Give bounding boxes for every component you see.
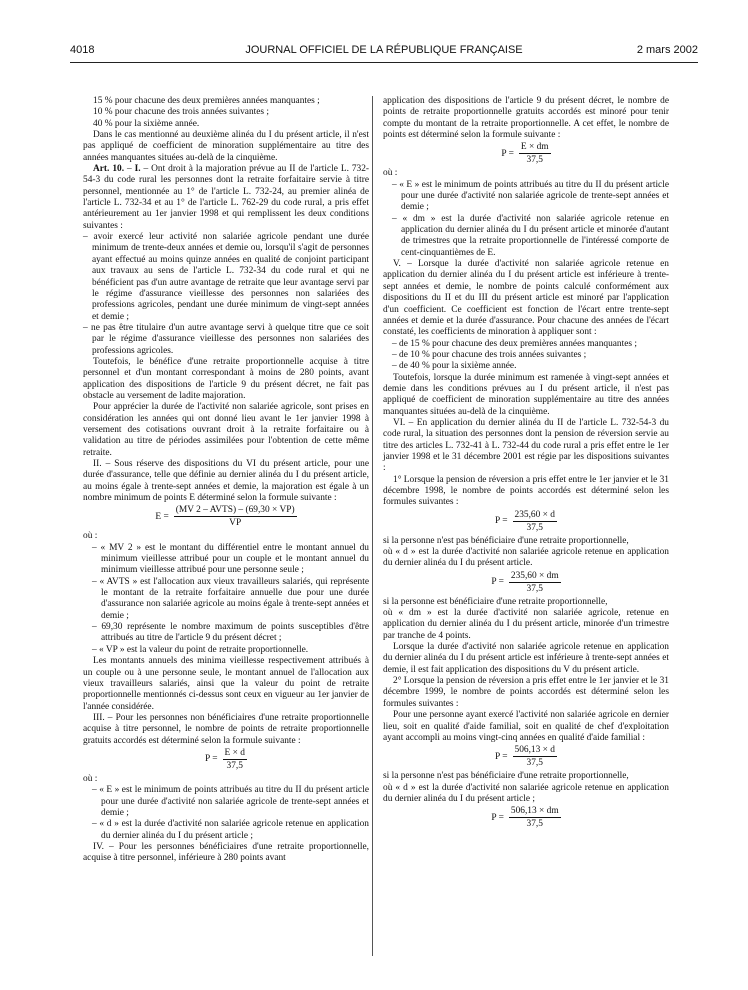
right-column: [383, 96, 669, 832]
paragraph: IV. – Pour les personnes bénéficiaires d'une retraite proportionnelle, acquise à titre personnel, inférieure à 280 points avant: [83, 841, 369, 864]
list-item: – de 10 % pour chacune des trois années suivantes ;: [392, 349, 587, 360]
paragraph: où « d » est la durée d'activité non salariée agricole retenue en application du dernier alinéa du I du présent article ;: [383, 782, 669, 804]
paragraph: si la personne est bénéficiaire d'une retraite proportionnelle,: [383, 596, 608, 607]
list-item: – de 40 % pour la sixième année.: [392, 361, 517, 372]
page-number: 4018: [70, 44, 95, 56]
formula-lhs: P =: [205, 754, 218, 765]
list-item: – « E » est le minimum de points attribués au titre du II du présent article pour une durée d'activité non salariée agricole de trente-sept années et demie ;: [92, 785, 369, 818]
paragraph: Dans le cas mentionné au deuxième alinéa du I du présent article, il n'est pas appliqué de coefficient de minoration supplémentaire au titre des années manquantes situées au-delà de la cinquième.: [83, 130, 369, 163]
paragraph: si la personne n'est pas bénéficiaire d'une retraite proportionnelle,: [383, 771, 629, 782]
article-paragraph: Art. 10. – I. – Ont droit à la majoration prévue au II de l'article L. 732-54-3 du code rural les personnes dont la retraite forfaitaire servie à titre personnel, mentionnée au 1° de l'article L. 732-24, au premier alinéa de l'article L. 732-34 et au 1° de l'article L. 762-29 du code rural, a pris effet antérieurement au 1er janvier 1998 et qui remplissent les deux conditions suivantes :: [83, 164, 370, 231]
paragraph: Pour apprécier la durée de l'activité non salariée agricole, sont prises en considération les années qui ont donné lieu avant le 1er janvier 1998 à versement des cotisations ouvrant droit à la retraite forfaitaire ou à validation au titre de périodes assimilées pour l'obtention de cette même retraite.: [83, 402, 369, 458]
paragraph: Lorsque la durée d'activité non salariée agricole retenue en application du dernier alinéa du I du présent article est inférieure à trente-sept années et demie, il est fait application des dispositions du V du présent article.: [383, 642, 669, 675]
paragraph: où « dm » est la durée d'activité non salariée agricole, retenue en application du dernier alinéa du I du présent article, minorée d'un trimestre par tranche de 4 points.: [383, 608, 669, 641]
section-number: I.: [134, 164, 141, 175]
denominator: 37,5: [226, 760, 243, 771]
paragraph: où :: [383, 168, 398, 179]
formula-lhs: P =: [491, 812, 504, 823]
paragraph-text: Ont droit à la majoration prévue au II de l'article L. 732-54-3 du code rural les personnes dont la retraite forfaitaire servie à titre personnel, mentionnée au 1° de l'article L. 732-24, au premier alinéa de l'article L. 732-34 et au 1° de l'article L. 762-29 du code rural, a pris effet antérieurement au 1er janvier 1998 et qui remplissent les deux conditions suivantes :: [83, 164, 370, 231]
numerator: (MV 2 – AVTS) – (69,30 × VP): [175, 505, 295, 516]
denominator: 37,5: [526, 758, 543, 769]
list-item: – ne pas être titulaire d'un autre avantage servi à quelque titre que ce soit par le régime d'assurance vieillesse des personnes non salariées des professions agricoles.: [83, 322, 369, 356]
formula: [383, 806, 669, 830]
list-item: – « E » est le minimum de points attribués au titre du II du présent article pour une durée d'activité non salariée agricole de trente-sept années et demie ;: [392, 179, 669, 213]
denominator: VP: [229, 518, 242, 529]
numerator: 235,60 × dm: [510, 570, 559, 581]
list-item: – « AVTS » est l'allocation aux vieux travailleurs salariés, qui représente le montant de la retraite forfaitaire annuelle due pour une durée d'assurance non salariée agricole au moins égale à trente-sept années et demie ;: [92, 576, 369, 621]
paragraph: où « d » est la durée d'activité non salariée agricole retenue en application du dernier alinéa du I du présent article.: [383, 547, 669, 569]
numerator: E × d: [224, 747, 245, 758]
list-item: – « MV 2 » est le montant du différentiel entre le montant annuel du minimum vieillesse attribué pour un couple et le montant annuel du minimum vieillesse attribué pour une personne seule ;: [92, 542, 369, 576]
denominator: 37,5: [526, 819, 543, 830]
paragraph: 10 % pour chacune des trois années suivantes ;: [93, 107, 269, 118]
fraction: [174, 505, 297, 529]
paragraph: 2° Lorsque la pension de réversion a pris effet entre le 1er janvier et le 31 décembre 1999, le nombre de points accordés est déterminé selon les formules suivantes :: [383, 676, 669, 709]
formula-lhs: P =: [491, 577, 504, 588]
article-label: Art. 10.: [93, 164, 125, 175]
fraction: [223, 748, 247, 772]
list-item: – « d » est la durée d'activité non salariée agricole retenue en application du dernier alinéa du I du présent article ;: [92, 819, 369, 841]
formula: [383, 510, 669, 534]
numerator: E × dm: [520, 142, 549, 153]
list-item: – « dm » est la durée d'activité non salariée agricole retenue en application du dernier alinéa du I du présent article et minorée d'autant de trimestres que la retraite proportionnelle de l'intéressé comporte de cent-cinquantièmes de E.: [392, 213, 669, 258]
numerator: 235,60 × d: [514, 509, 555, 520]
paragraph: si la personne n'est pas bénéficiaire d'une retraite proportionnelle,: [383, 535, 629, 546]
list-item: – « VP » est la valeur du point de retraite proportionnelle.: [92, 644, 309, 655]
paragraph: où :: [83, 531, 98, 542]
header-rule: [70, 62, 698, 63]
fraction: [509, 806, 561, 830]
denominator: 37,5: [526, 522, 543, 533]
paragraph: 1° Lorsque la pension de réversion a pris effet entre le 1er janvier et le 31 décembre 1998, le nombre de points accordés est déterminé selon les formules suivantes :: [383, 474, 669, 508]
paragraph: V. – Lorsque la durée d'activité non salariée agricole retenue en application du dernier alinéa du I du présent article est inférieure à trente-sept années et demie, le nombre de points calculé conformément aux dispositions du II et du III du présent article est minoré par l'application d'un coefficient. Ce coefficient est fonction de l'écart entre trente-sept années et demie et la durée d'assurance. Pour chacune des années de l'écart constaté, les coefficients de minoration à appliquer sont :: [383, 259, 669, 338]
left-column: [83, 96, 369, 865]
page-header: [70, 44, 698, 60]
numerator: 506,13 × dm: [510, 806, 559, 817]
paragraph: Pour une personne ayant exercé l'activité non salariée agricole en dernier lieu, soit en qualité d'aide familial, soit en qualité de chef d'exploitation ayant accompli au moins vingt-cinq années en qualité d'aide familial :: [383, 710, 669, 743]
paragraph: 15 % pour chacune des deux premières années manquantes ;: [93, 96, 320, 106]
formula: [383, 142, 669, 166]
formula-lhs: E =: [155, 511, 169, 522]
formula: [83, 748, 369, 772]
paragraph: application des dispositions de l'article 9 du présent décret, le nombre de points de retraite proportionnelle gratuits accordés est minoré pour tenir compte du montant de la retraite proportionnelle. A cet effet, le nombre de points est déterminé selon la formule suivante :: [383, 96, 669, 141]
column-divider: [372, 96, 373, 956]
list-item: – 69,30 représente le nombre maximum de points susceptibles d'être attribués au titre de l'article 9 du présent décret ;: [92, 622, 369, 644]
denominator: 37,5: [526, 155, 543, 166]
paragraph: Les montants annuels des minima vieillesse respectivement attribués à un couple ou à une personne seule, le montant annuel de l'allocation aux vieux travailleurs salariés, ainsi que la valeur du point de retraite proportionnelle mentionnés ci-dessus sont ceux en vigueur au 1er janvier de l'année considérée.: [83, 656, 369, 712]
formula: [383, 745, 669, 769]
paragraph: III. – Pour les personnes non bénéficiaires d'une retraite proportionnelle acquise à titre personnel, le nombre de points de retraite proportionnelle gratuits accordés est déterminé selon la formule suivante :: [83, 712, 369, 746]
numerator: 506,13 × d: [514, 745, 555, 756]
formula: [83, 505, 369, 529]
formula-lhs: P =: [495, 516, 508, 527]
denominator: 37,5: [526, 583, 543, 594]
list-item: – de 15 % pour chacune des deux premières années manquantes ;: [392, 338, 637, 349]
paragraph: où :: [83, 773, 98, 784]
paragraph: VI. – En application du dernier alinéa du II de l'article L. 732-54-3 du code rural, la situation des personnes dont la pension de réversion servie au titre des articles L. 732-41 à L. 732-44 du code rural a pris effet entre le 1er janvier 1998 et le 31 décembre 2001 est régie par les dispositions suivantes :: [383, 417, 669, 474]
fraction: [513, 745, 557, 769]
paragraph: Toutefois, le bénéfice d'une retraite proportionnelle acquise à titre personnel et d'un montant correspondant à moins de 280 points, avant application des dispositions de l'article 9 du présent décret, ne fait pas obstacle au versement de ladite majoration.: [83, 356, 369, 401]
issue-date: 2 mars 2002: [636, 44, 698, 56]
list-item: – avoir exercé leur activité non salariée agricole pendant une durée minimum de trente-deux années et demie ou, lorsqu'il s'agit de personnes ayant effectué au moins quinze années en qualité de conjoint participant aux travaux au sens de l'article L. 732-34 du code rural et qui ne bénéficient pas d'un autre avantage de retraite que leur avantage servi par le régime d'assurance vieillesse des personnes non salariées des professions agricoles, pendant une durée minimum de vingt-sept années et demie ;: [83, 232, 369, 322]
formula-lhs: P =: [501, 148, 514, 159]
paragraph: 40 % pour la sixième année.: [93, 118, 200, 129]
fraction: [513, 510, 557, 534]
formula-lhs: P =: [495, 751, 508, 762]
paragraph: Toutefois, lorsque la durée minimum est ramenée à vingt-sept années et demie dans les conditions prévues au I du présent article, il n'est pas appliqué de coefficient de minoration supplémentaire au titre des années manquantes situées au-delà de la cinquième.: [383, 372, 669, 417]
fraction: [509, 571, 561, 595]
journal-title: JOURNAL OFFICIEL DE LA RÉPUBLIQUE FRANÇAISE: [245, 44, 523, 56]
fraction: [519, 142, 551, 166]
paragraph: II. – Sous réserve des dispositions du VI du présent article, pour une durée d'assurance, telle que définie au dernier alinéa du I du présent article, au moins égale à trente-sept années et demie, la majoration est égale à un nombre minimum de points E déterminé selon la formule suivante :: [83, 459, 369, 504]
formula: [383, 571, 669, 595]
